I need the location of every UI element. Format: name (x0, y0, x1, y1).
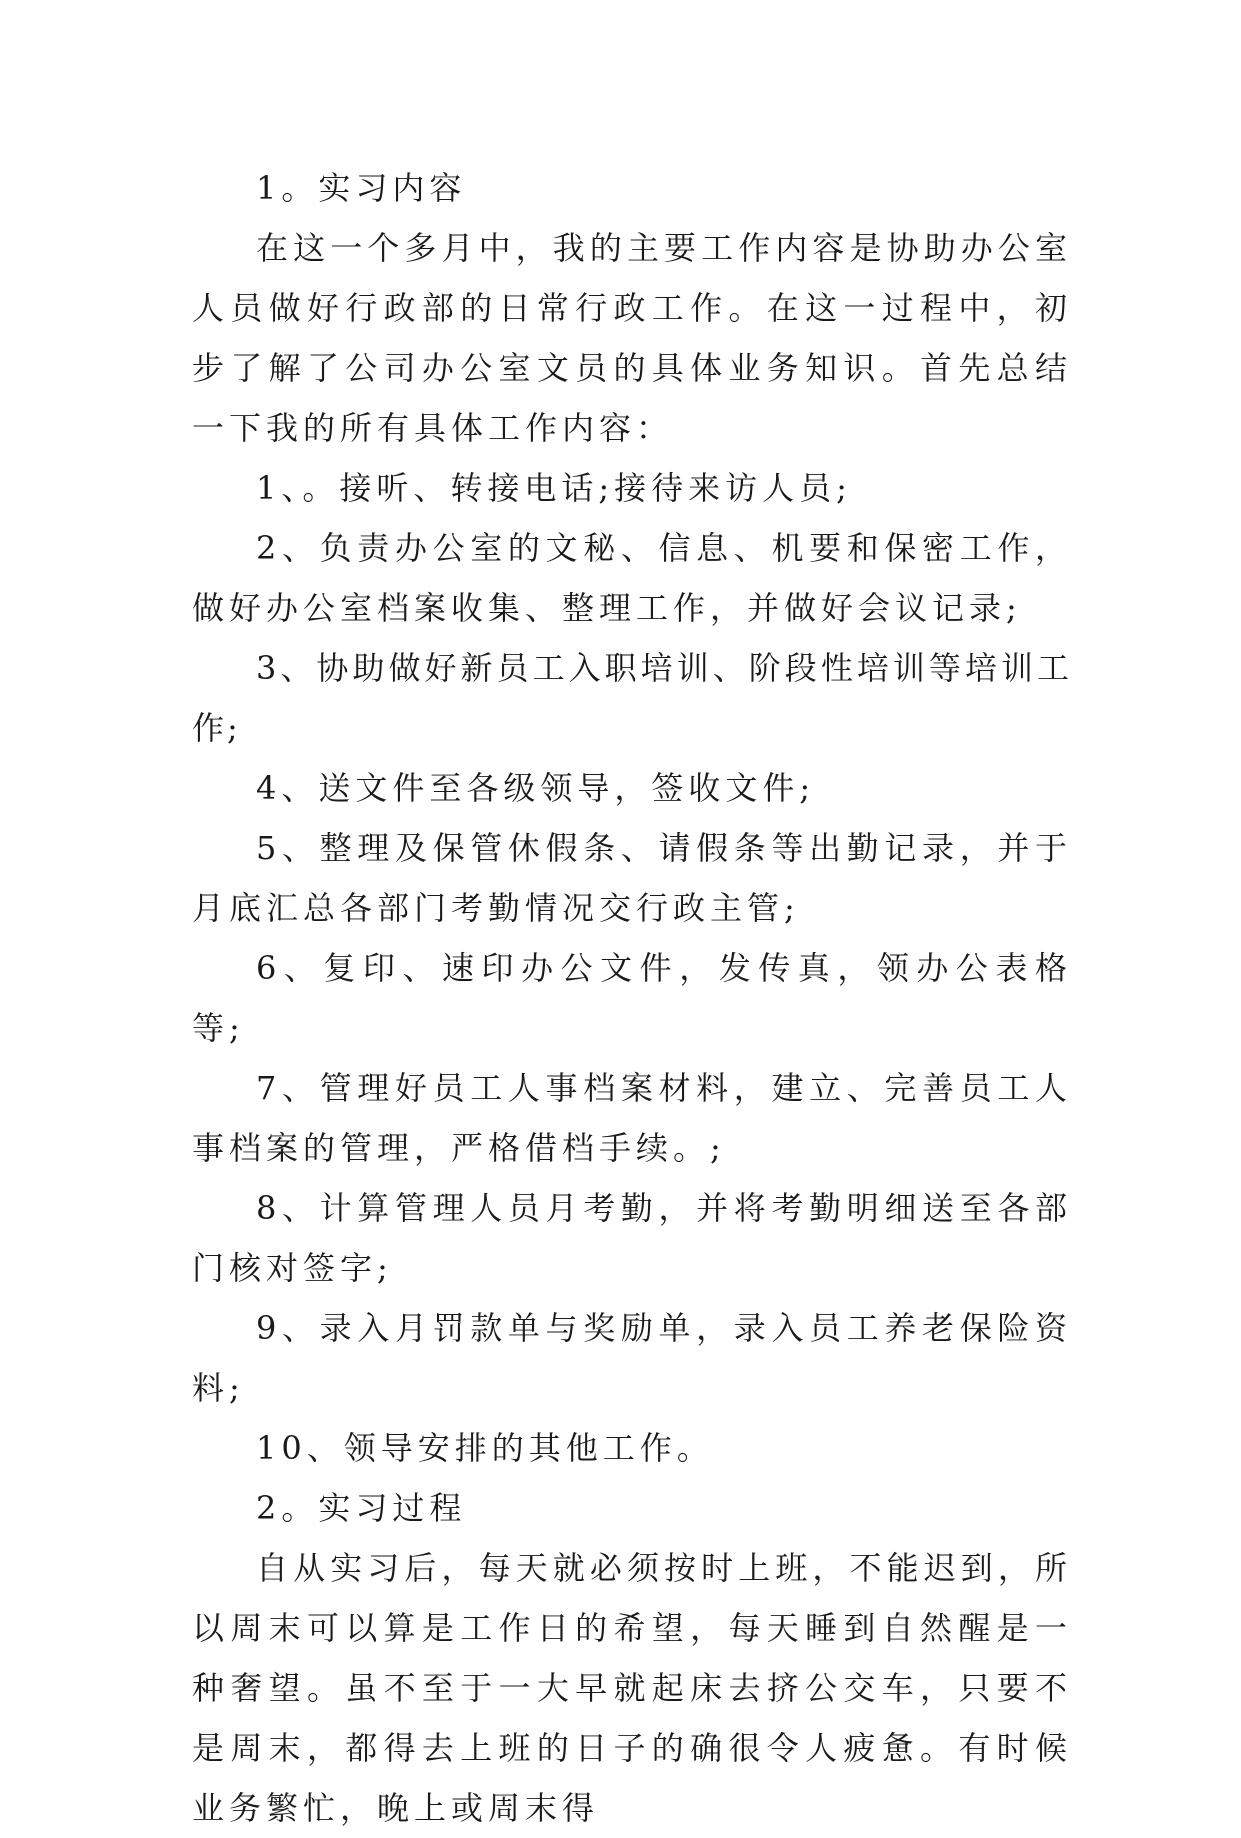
list-item-3: 3、协助做好新员工入职培训、阶段性培训等培训工作; (192, 649, 1072, 747)
list-item-9: 9、录入月罚款单与奖励单，录入员工养老保险资料; (192, 1309, 1072, 1407)
section-heading-internship-content: 1。实习内容 (256, 169, 467, 207)
paragraph-intro: 在这一个多月中，我的主要工作内容是协助办公室人员做好行政部的日常行政工作。在这一过程中，初步了解了公司办公室文员的具体业务知识。首先总结一下我的所有具体工作内容： (192, 229, 1072, 447)
list-item-2: 2、负责办公室的文秘、信息、机要和保密工作，做好办公室档案收集、整理工作，并做好会议记录; (192, 529, 1072, 627)
list-item-4: 4、送文件至各级领导，签收文件; (256, 769, 816, 807)
list-item-8: 8、计算管理人员月考勤，并将考勤明细送至各部门核对签字; (192, 1189, 1072, 1287)
list-item-6: 6、复印、速印办公文件，发传真，领办公表格等; (192, 949, 1072, 1047)
list-item-10: 10、领导安排的其他工作。 (256, 1429, 714, 1467)
section-heading-internship-process: 2。实习过程 (256, 1489, 467, 1527)
paragraph-process: 自从实习后，每天就必须按时上班，不能迟到，所以周末可以算是工作日的希望，每天睡到自然醒是一种奢望。虽不至于一大早就起床去挤公交车，只要不是周末，都得去上班的日子的确很令人疲惫。有时候业务繁忙，晚上或周末得 (192, 1549, 1072, 1827)
document-body (192, 158, 1072, 1838)
list-item-7: 7、管理好员工人事档案材料，建立、完善员工人事档案的管理，严格借档手续。; (192, 1069, 1072, 1167)
list-item-5: 5、整理及保管休假条、请假条等出勤记录，并于月底汇总各部门考勤情况交行政主管; (192, 829, 1072, 927)
list-item-1: 1、。接听、转接电话;接待来访人员; (256, 469, 852, 507)
